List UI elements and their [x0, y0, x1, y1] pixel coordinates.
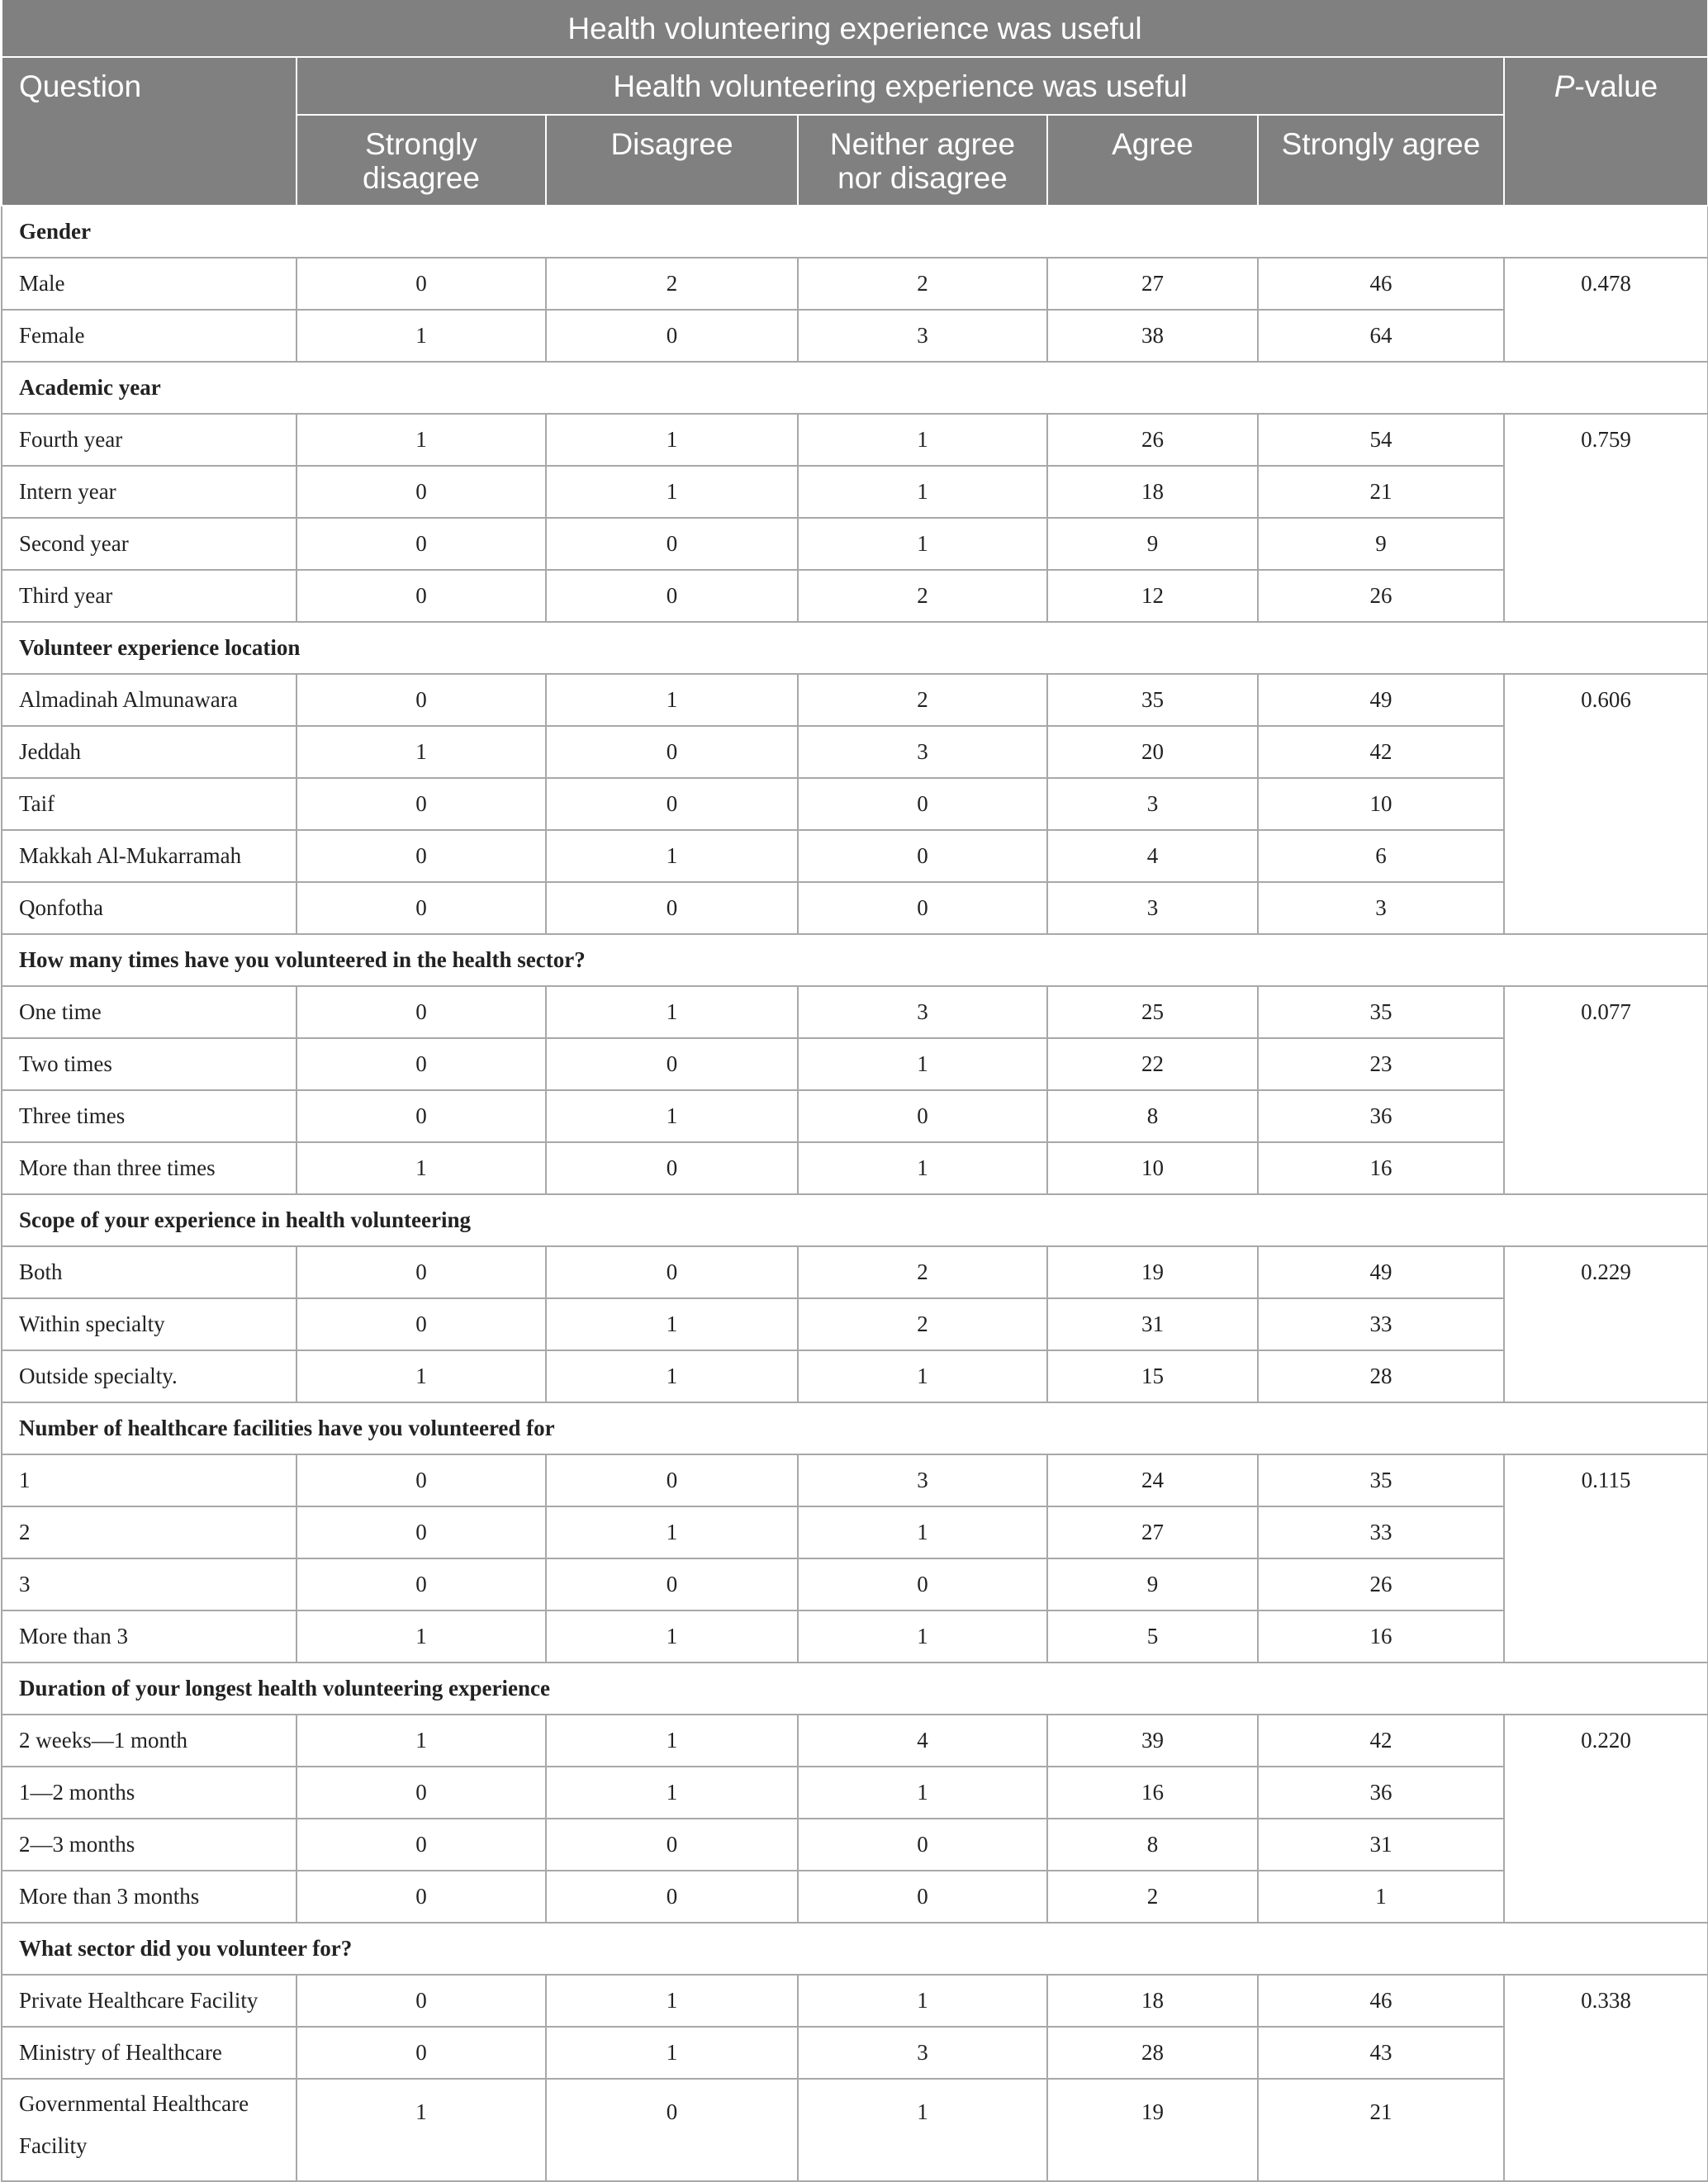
- cell-value: 9: [1258, 518, 1504, 570]
- table-row: [2, 1767, 1708, 1819]
- row-label: One time: [2, 986, 297, 1038]
- group-header: Health volunteering experience was useful: [297, 57, 1504, 115]
- cell-value: 26: [1258, 570, 1504, 622]
- cell-value: 16: [1047, 1767, 1258, 1819]
- cell-value: 1: [546, 1350, 798, 1402]
- table-row: [2, 570, 1708, 622]
- cell-value: 16: [1258, 1142, 1504, 1194]
- section-title: Scope of your experience in health volunteering: [2, 1194, 1708, 1246]
- cell-value: 23: [1258, 1038, 1504, 1090]
- row-label: Male: [2, 258, 297, 310]
- row-label: More than 3 months: [2, 1871, 297, 1923]
- row-label: More than three times: [2, 1142, 297, 1194]
- cell-value: 33: [1258, 1506, 1504, 1558]
- p-value-cell: 0.115: [1504, 1454, 1708, 1663]
- row-label: Intern year: [2, 466, 297, 518]
- cell-value: 21: [1258, 2079, 1504, 2181]
- cell-value: 4: [1047, 830, 1258, 882]
- section-row: [2, 362, 1708, 414]
- cell-value: 3: [798, 1454, 1047, 1506]
- row-label: 2: [2, 1506, 297, 1558]
- row-label: Ministry of Healthcare: [2, 2027, 297, 2079]
- section-title: What sector did you volunteer for?: [2, 1923, 1708, 1975]
- cell-value: 33: [1258, 1298, 1504, 1350]
- cell-value: 2: [546, 258, 798, 310]
- cell-value: 49: [1258, 674, 1504, 726]
- cell-value: 5: [1047, 1610, 1258, 1663]
- row-label: Two times: [2, 1038, 297, 1090]
- row-label: Fourth year: [2, 414, 297, 466]
- cell-value: 0: [546, 726, 798, 778]
- cell-value: 46: [1258, 1975, 1504, 2027]
- row-label: Second year: [2, 518, 297, 570]
- table-row: [2, 1819, 1708, 1871]
- cell-value: 0: [546, 1819, 798, 1871]
- cell-value: 3: [798, 2027, 1047, 2079]
- cell-value: 0: [546, 1454, 798, 1506]
- cell-value: 3: [1047, 778, 1258, 830]
- cell-value: 3: [798, 986, 1047, 1038]
- row-label: Makkah Al-Mukarramah: [2, 830, 297, 882]
- cell-value: 15: [1047, 1350, 1258, 1402]
- data-table: [1, 0, 1708, 2182]
- row-label: Qonfotha: [2, 882, 297, 934]
- cell-value: 0: [297, 466, 546, 518]
- cell-value: 0: [297, 2027, 546, 2079]
- cell-value: 38: [1047, 310, 1258, 362]
- cell-value: 1: [798, 1038, 1047, 1090]
- cell-value: 1: [546, 1767, 798, 1819]
- cell-value: 21: [1258, 466, 1504, 518]
- table-row: [2, 1506, 1708, 1558]
- cell-value: 3: [798, 726, 1047, 778]
- table-row: [2, 414, 1708, 466]
- cell-value: 1: [297, 1350, 546, 1402]
- cell-value: 24: [1047, 1454, 1258, 1506]
- cell-value: 0: [297, 986, 546, 1038]
- cell-value: 9: [1047, 518, 1258, 570]
- cell-value: 1: [297, 1715, 546, 1767]
- cell-value: 0: [297, 1871, 546, 1923]
- cell-value: 10: [1258, 778, 1504, 830]
- row-label: Almadinah Almunawara: [2, 674, 297, 726]
- cell-value: 2: [798, 674, 1047, 726]
- cell-value: 1: [546, 466, 798, 518]
- cell-value: 1: [297, 1142, 546, 1194]
- cell-value: 1: [798, 1767, 1047, 1819]
- cell-value: 8: [1047, 1819, 1258, 1871]
- cell-value: 6: [1258, 830, 1504, 882]
- cell-value: 0: [798, 1871, 1047, 1923]
- cell-value: 0: [798, 778, 1047, 830]
- section-title: Gender: [2, 206, 1708, 258]
- cell-value: 28: [1258, 1350, 1504, 1402]
- cell-value: 0: [798, 1558, 1047, 1610]
- section-row: [2, 1923, 1708, 1975]
- cell-value: 31: [1047, 1298, 1258, 1350]
- table-row: [2, 310, 1708, 362]
- cell-value: 1: [297, 1610, 546, 1663]
- cell-value: 0: [297, 1298, 546, 1350]
- section-title: How many times have you volunteered in the health sector?: [2, 934, 1708, 986]
- table-row: [2, 1871, 1708, 1923]
- cell-value: 0: [297, 1819, 546, 1871]
- cell-value: 12: [1047, 570, 1258, 622]
- cell-value: 18: [1047, 1975, 1258, 2027]
- row-label: Both: [2, 1246, 297, 1298]
- cell-value: 2: [798, 1246, 1047, 1298]
- cell-value: 9: [1047, 1558, 1258, 1610]
- cell-value: 0: [546, 1558, 798, 1610]
- table-row: [2, 2027, 1708, 2079]
- table-row: [2, 1298, 1708, 1350]
- cell-value: 8: [1047, 1090, 1258, 1142]
- cell-value: 1: [546, 1298, 798, 1350]
- cell-value: 27: [1047, 258, 1258, 310]
- cell-value: 1: [546, 2027, 798, 2079]
- cell-value: 1: [546, 1610, 798, 1663]
- cell-value: 0: [546, 310, 798, 362]
- p-value-cell: 0.606: [1504, 674, 1708, 934]
- row-label: 2 weeks—1 month: [2, 1715, 297, 1767]
- table-header: [2, 0, 1708, 206]
- table-row: [2, 1454, 1708, 1506]
- cell-value: 28: [1047, 2027, 1258, 2079]
- table-row: [2, 466, 1708, 518]
- table-row: [2, 2079, 1708, 2181]
- col-header-agree: Agree: [1047, 115, 1258, 206]
- cell-value: 0: [297, 258, 546, 310]
- cell-value: 0: [546, 1871, 798, 1923]
- cell-value: 25: [1047, 986, 1258, 1038]
- cell-value: 1: [798, 414, 1047, 466]
- p-value-header: [1504, 57, 1708, 206]
- col-header-strongly-agree: Strongly agree: [1258, 115, 1504, 206]
- cell-value: 49: [1258, 1246, 1504, 1298]
- cell-value: 18: [1047, 466, 1258, 518]
- cell-value: 1: [798, 1975, 1047, 2027]
- cell-value: 46: [1258, 258, 1504, 310]
- cell-value: 42: [1258, 1715, 1504, 1767]
- table-title: Health volunteering experience was useful: [2, 0, 1708, 57]
- table-row: [2, 258, 1708, 310]
- cell-value: 0: [798, 882, 1047, 934]
- cell-value: 1: [297, 2079, 546, 2181]
- cell-value: 0: [297, 1506, 546, 1558]
- row-label: Three times: [2, 1090, 297, 1142]
- row-label: Private Healthcare Facility: [2, 1975, 297, 2027]
- cell-value: 20: [1047, 726, 1258, 778]
- p-value-cell: 0.759: [1504, 414, 1708, 622]
- section-row: [2, 934, 1708, 986]
- cell-value: 2: [798, 1298, 1047, 1350]
- cell-value: 35: [1258, 986, 1504, 1038]
- row-label: Third year: [2, 570, 297, 622]
- cell-value: 0: [798, 1090, 1047, 1142]
- cell-value: 1: [798, 1610, 1047, 1663]
- section-title: Academic year: [2, 362, 1708, 414]
- col-header-strongly-disagree: Strongly disagree: [297, 115, 546, 206]
- cell-value: 1: [546, 414, 798, 466]
- p-suffix: -value: [1574, 69, 1658, 103]
- table-row: [2, 1038, 1708, 1090]
- cell-value: 35: [1258, 1454, 1504, 1506]
- question-header: Question: [2, 57, 297, 206]
- cell-value: 1: [1258, 1871, 1504, 1923]
- table-row: [2, 1090, 1708, 1142]
- cell-value: 0: [297, 1038, 546, 1090]
- cell-value: 0: [798, 830, 1047, 882]
- cell-value: 64: [1258, 310, 1504, 362]
- p-letter: P: [1554, 69, 1575, 103]
- cell-value: 0: [297, 570, 546, 622]
- cell-value: 0: [297, 882, 546, 934]
- cell-value: 26: [1258, 1558, 1504, 1610]
- table-row: [2, 1715, 1708, 1767]
- p-value-cell: 0.220: [1504, 1715, 1708, 1923]
- table-row: [2, 726, 1708, 778]
- cell-value: 0: [546, 2079, 798, 2181]
- cell-value: 0: [297, 830, 546, 882]
- section-title: Volunteer experience location: [2, 622, 1708, 674]
- row-label: More than 3: [2, 1610, 297, 1663]
- row-label: 3: [2, 1558, 297, 1610]
- section-title: Number of healthcare facilities have you volunteered for: [2, 1402, 1708, 1454]
- cell-value: 19: [1047, 1246, 1258, 1298]
- cell-value: 0: [546, 518, 798, 570]
- cell-value: 42: [1258, 726, 1504, 778]
- section-row: [2, 1663, 1708, 1715]
- cell-value: 0: [546, 570, 798, 622]
- cell-value: 0: [297, 1454, 546, 1506]
- row-label: Governmental Healthcare Facility: [2, 2079, 297, 2181]
- cell-value: 16: [1258, 1610, 1504, 1663]
- cell-value: 2: [798, 258, 1047, 310]
- cell-value: 0: [297, 1767, 546, 1819]
- cell-value: 4: [798, 1715, 1047, 1767]
- cell-value: 0: [798, 1819, 1047, 1871]
- table-row: [2, 1142, 1708, 1194]
- cell-value: 1: [798, 2079, 1047, 2181]
- cell-value: 1: [297, 726, 546, 778]
- row-label: Outside specialty.: [2, 1350, 297, 1402]
- table-row: [2, 1610, 1708, 1663]
- cell-value: 22: [1047, 1038, 1258, 1090]
- cell-value: 1: [297, 310, 546, 362]
- cell-value: 19: [1047, 2079, 1258, 2181]
- cell-value: 0: [297, 1090, 546, 1142]
- table-row: [2, 1558, 1708, 1610]
- table-row: [2, 518, 1708, 570]
- cell-value: 1: [798, 1350, 1047, 1402]
- cell-value: 3: [1258, 882, 1504, 934]
- cell-value: 3: [798, 310, 1047, 362]
- cell-value: 1: [546, 1090, 798, 1142]
- cell-value: 1: [546, 674, 798, 726]
- col-header-disagree: Disagree: [546, 115, 798, 206]
- section-row: [2, 206, 1708, 258]
- section-row: [2, 622, 1708, 674]
- cell-value: 0: [297, 778, 546, 830]
- row-label: Within specialty: [2, 1298, 297, 1350]
- cell-value: 1: [798, 1142, 1047, 1194]
- cell-value: 1: [798, 1506, 1047, 1558]
- table-row: [2, 1246, 1708, 1298]
- cell-value: 0: [297, 518, 546, 570]
- cell-value: 1: [546, 830, 798, 882]
- table-row: [2, 1975, 1708, 2027]
- section-row: [2, 1402, 1708, 1454]
- cell-value: 31: [1258, 1819, 1504, 1871]
- cell-value: 27: [1047, 1506, 1258, 1558]
- cell-value: 0: [297, 1246, 546, 1298]
- row-label: 2—3 months: [2, 1819, 297, 1871]
- cell-value: 1: [546, 1715, 798, 1767]
- p-value-cell: 0.077: [1504, 986, 1708, 1194]
- row-label: Taif: [2, 778, 297, 830]
- table-row: [2, 882, 1708, 934]
- cell-value: 39: [1047, 1715, 1258, 1767]
- cell-value: 26: [1047, 414, 1258, 466]
- table-row: [2, 986, 1708, 1038]
- table-body: [2, 206, 1708, 2181]
- table-row: [2, 778, 1708, 830]
- cell-value: 0: [546, 1142, 798, 1194]
- row-label: Jeddah: [2, 726, 297, 778]
- cell-value: 0: [297, 1975, 546, 2027]
- cell-value: 43: [1258, 2027, 1504, 2079]
- cell-value: 1: [798, 518, 1047, 570]
- cell-value: 36: [1258, 1090, 1504, 1142]
- cell-value: 2: [1047, 1871, 1258, 1923]
- cell-value: 35: [1047, 674, 1258, 726]
- section-row: [2, 1194, 1708, 1246]
- cell-value: 0: [297, 1558, 546, 1610]
- row-label: 1—2 months: [2, 1767, 297, 1819]
- p-value-cell: 0.229: [1504, 1246, 1708, 1402]
- p-value-cell: 0.338: [1504, 1975, 1708, 2181]
- cell-value: 0: [546, 778, 798, 830]
- cell-value: 3: [1047, 882, 1258, 934]
- cell-value: 1: [297, 414, 546, 466]
- cell-value: 1: [546, 1506, 798, 1558]
- cell-value: 10: [1047, 1142, 1258, 1194]
- cell-value: 2: [798, 570, 1047, 622]
- cell-value: 54: [1258, 414, 1504, 466]
- col-header-neither: Neither agree nor disagree: [798, 115, 1047, 206]
- cell-value: 0: [546, 1038, 798, 1090]
- table-row: [2, 674, 1708, 726]
- cell-value: 0: [546, 882, 798, 934]
- cell-value: 1: [798, 466, 1047, 518]
- cell-value: 36: [1258, 1767, 1504, 1819]
- row-label: 1: [2, 1454, 297, 1506]
- table-row: [2, 830, 1708, 882]
- cell-value: 0: [546, 1246, 798, 1298]
- cell-value: 1: [546, 1975, 798, 2027]
- p-value-cell: 0.478: [1504, 258, 1708, 362]
- row-label: Female: [2, 310, 297, 362]
- table-row: [2, 1350, 1708, 1402]
- cell-value: 1: [546, 986, 798, 1038]
- section-title: Duration of your longest health volunteering experience: [2, 1663, 1708, 1715]
- cell-value: 0: [297, 674, 546, 726]
